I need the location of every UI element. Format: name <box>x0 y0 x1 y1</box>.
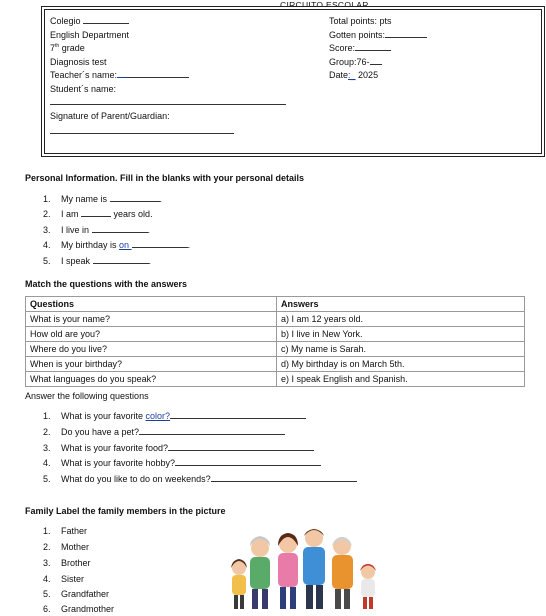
sister-figure <box>231 559 247 609</box>
gotten-points-line: Gotten points: <box>329 30 427 40</box>
list-item: 3. What is your favorite food? <box>43 443 314 453</box>
grandmother-figure <box>250 536 270 609</box>
school-line: Colegio <box>50 16 129 26</box>
list-item: 2. I am years old. <box>43 209 153 219</box>
questions-header: Questions <box>26 297 277 312</box>
group-line: Group:76- <box>329 57 382 67</box>
language-blank[interactable] <box>93 256 149 264</box>
list-item: 5. Grandfather <box>43 589 110 599</box>
family-illustration <box>226 524 382 612</box>
list-item: 4. My birthday is on . <box>43 240 191 250</box>
total-points: Total points: pts <box>329 16 392 26</box>
student-label: Student´s name: <box>50 84 117 94</box>
list-item: 4. Sister <box>43 574 85 584</box>
list-item: 1. Father <box>43 526 88 536</box>
list-item: 6. Grandmother <box>43 604 115 614</box>
school-blank[interactable] <box>83 16 129 24</box>
answer-blank[interactable] <box>168 443 314 451</box>
mother-figure <box>278 533 298 609</box>
signature-line[interactable] <box>50 133 234 134</box>
table-row[interactable]: When is your birthday? d) My birthday is on March 5th. <box>26 357 525 372</box>
answer-blank[interactable] <box>170 411 306 419</box>
test-label: Diagnosis test <box>50 57 107 67</box>
date-line: Date:_ 2025 <box>329 70 379 80</box>
blank-line <box>369 0 399 8</box>
answers-header: Answers <box>277 297 525 312</box>
table-row[interactable]: What languages do you speak? e) I speak English and Spanish. <box>26 372 525 387</box>
list-item: 4. What is your favorite hobby? <box>43 458 321 468</box>
grade-label: 7th grade <box>50 43 85 53</box>
brother-figure <box>360 564 376 609</box>
answer-blank[interactable] <box>211 474 357 482</box>
name-blank[interactable] <box>110 194 160 202</box>
teacher-line: Teacher´s name: <box>50 70 189 80</box>
father-figure <box>303 529 325 609</box>
answer-blank[interactable] <box>139 427 285 435</box>
city-blank[interactable] <box>92 225 148 233</box>
student-name-line[interactable] <box>50 104 286 105</box>
list-item: 5. I speak . <box>43 256 152 266</box>
signature-label: Signature of Parent/Guardian: <box>50 111 170 121</box>
table-row[interactable]: What is your name? a) I am 12 years old. <box>26 312 525 327</box>
department-label: English Department <box>50 30 130 40</box>
grandfather-figure <box>332 537 353 609</box>
personal-info-title: Personal Information. Fill in the blanks with your personal details <box>25 173 305 183</box>
list-item: 5. What do you like to do on weekends? <box>43 474 357 484</box>
answer-title: Answer the following questions <box>25 391 149 401</box>
age-blank[interactable] <box>81 209 111 217</box>
match-title: Match the questions with the answers <box>25 279 188 289</box>
teacher-blank[interactable] <box>127 70 189 78</box>
list-item: 3. Brother <box>43 558 91 568</box>
list-item: 2. Do you have a pet? <box>43 427 285 437</box>
list-item: 3. I live in . <box>43 225 151 235</box>
match-table <box>25 296 525 387</box>
table-row[interactable]: Where do you live? c) My name is Sarah. <box>26 342 525 357</box>
school-circuit-label: CIRCUITO ESCOLAR <box>280 0 399 10</box>
table-header-row <box>26 297 525 312</box>
score-line: Score: <box>329 43 391 53</box>
answer-blank[interactable] <box>175 458 321 466</box>
list-item: 1. My name is . <box>43 194 163 204</box>
birthday-blank[interactable] <box>132 240 188 248</box>
list-item: 2. Mother <box>43 542 90 552</box>
family-title: Family Label the family members in the picture <box>25 506 226 516</box>
table-row[interactable]: How old are you? b) I live in New York. <box>26 327 525 342</box>
list-item: 1. What is your favorite color? <box>43 411 306 421</box>
